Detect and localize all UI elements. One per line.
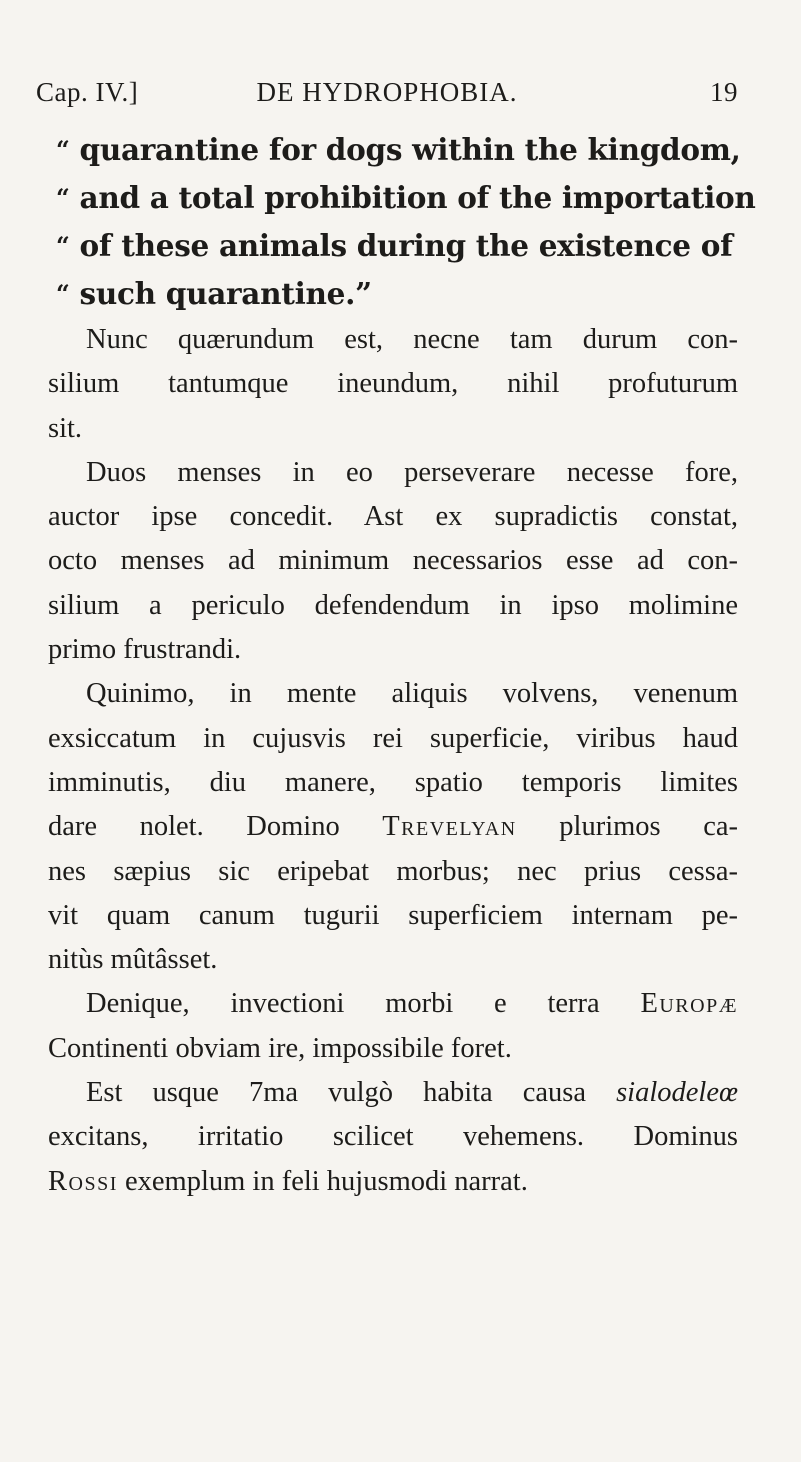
quote-mark: “ xyxy=(56,279,70,308)
quote-line: “ of these animals during the existence of xyxy=(56,228,733,263)
paragraph-line: excitans, irritatio scilicet vehemens. Dominus xyxy=(48,1121,738,1153)
paragraph-line: Continenti obviam ire, impossibile foret. xyxy=(48,1032,512,1064)
quote-line: “ and a total prohibition of the importation xyxy=(56,180,756,215)
paragraph-line: octo menses ad minimum necessarios esse ad con- xyxy=(48,545,738,577)
quote-line: “ such quarantine.” xyxy=(56,276,372,311)
body-text xyxy=(48,318,738,1204)
quote-line: “ quarantine for dogs within the kingdom, xyxy=(56,132,741,167)
paragraph-line: Quinimo, in mente aliquis volvens, venenum xyxy=(86,678,738,710)
medical-term: sialodeleœ xyxy=(616,1077,738,1109)
running-title: DE HYDROPHOBIA. xyxy=(256,77,518,107)
page-number: 19 xyxy=(710,77,738,107)
paragraph-line: auctor ipse concedit. Ast ex supradictis constat, xyxy=(48,501,738,533)
paragraph-line: silium tantumque ineundum, nihil profuturum xyxy=(48,368,738,400)
paragraph-line: nitùs mûtâsset. xyxy=(48,944,218,976)
paragraph-line: nes sæpius sic eripebat morbus; nec prius cessa- xyxy=(48,855,738,887)
paragraph-line: Est usque 7ma vulgò habita causa sialodeleœ xyxy=(86,1077,738,1109)
paragraph-line: dare nolet. Domino Trevelyan plurimos ca- xyxy=(48,811,738,843)
chapter-label: Cap. IV.] xyxy=(36,77,139,107)
paragraph-line: Nunc quærundum est, necne tam durum con- xyxy=(86,324,738,355)
paragraph-line: Rossi exemplum in feli hujusmodi narrat. xyxy=(48,1165,528,1197)
paragraph-line: Duos menses in eo perseverare necesse fore, xyxy=(86,456,738,488)
quote-mark: “ xyxy=(56,231,70,260)
paragraph-line: Denique, invectioni morbi e terra Europæ xyxy=(86,988,738,1020)
place-name: Europæ xyxy=(640,988,738,1020)
paragraph-line: vit quam canum tugurii superficiem internam pe- xyxy=(48,899,738,931)
paragraph-line: exsiccatum in cujusvis rei superficie, viribus haud xyxy=(48,722,738,754)
running-header xyxy=(36,72,738,112)
paragraph-line: imminutis, diu manere, spatio temporis limites xyxy=(48,766,738,798)
person-name: Rossi xyxy=(48,1165,118,1197)
paragraph-line: primo frustrandi. xyxy=(48,634,242,666)
blackletter-quotation xyxy=(56,126,756,318)
person-name: Trevelyan xyxy=(382,811,517,843)
paragraph-line: silium a periculo defendendum in ipso molimine xyxy=(48,589,738,621)
quote-mark: “ xyxy=(56,135,70,164)
paragraph-line: sit. xyxy=(48,412,83,444)
quote-mark: “ xyxy=(56,183,70,212)
